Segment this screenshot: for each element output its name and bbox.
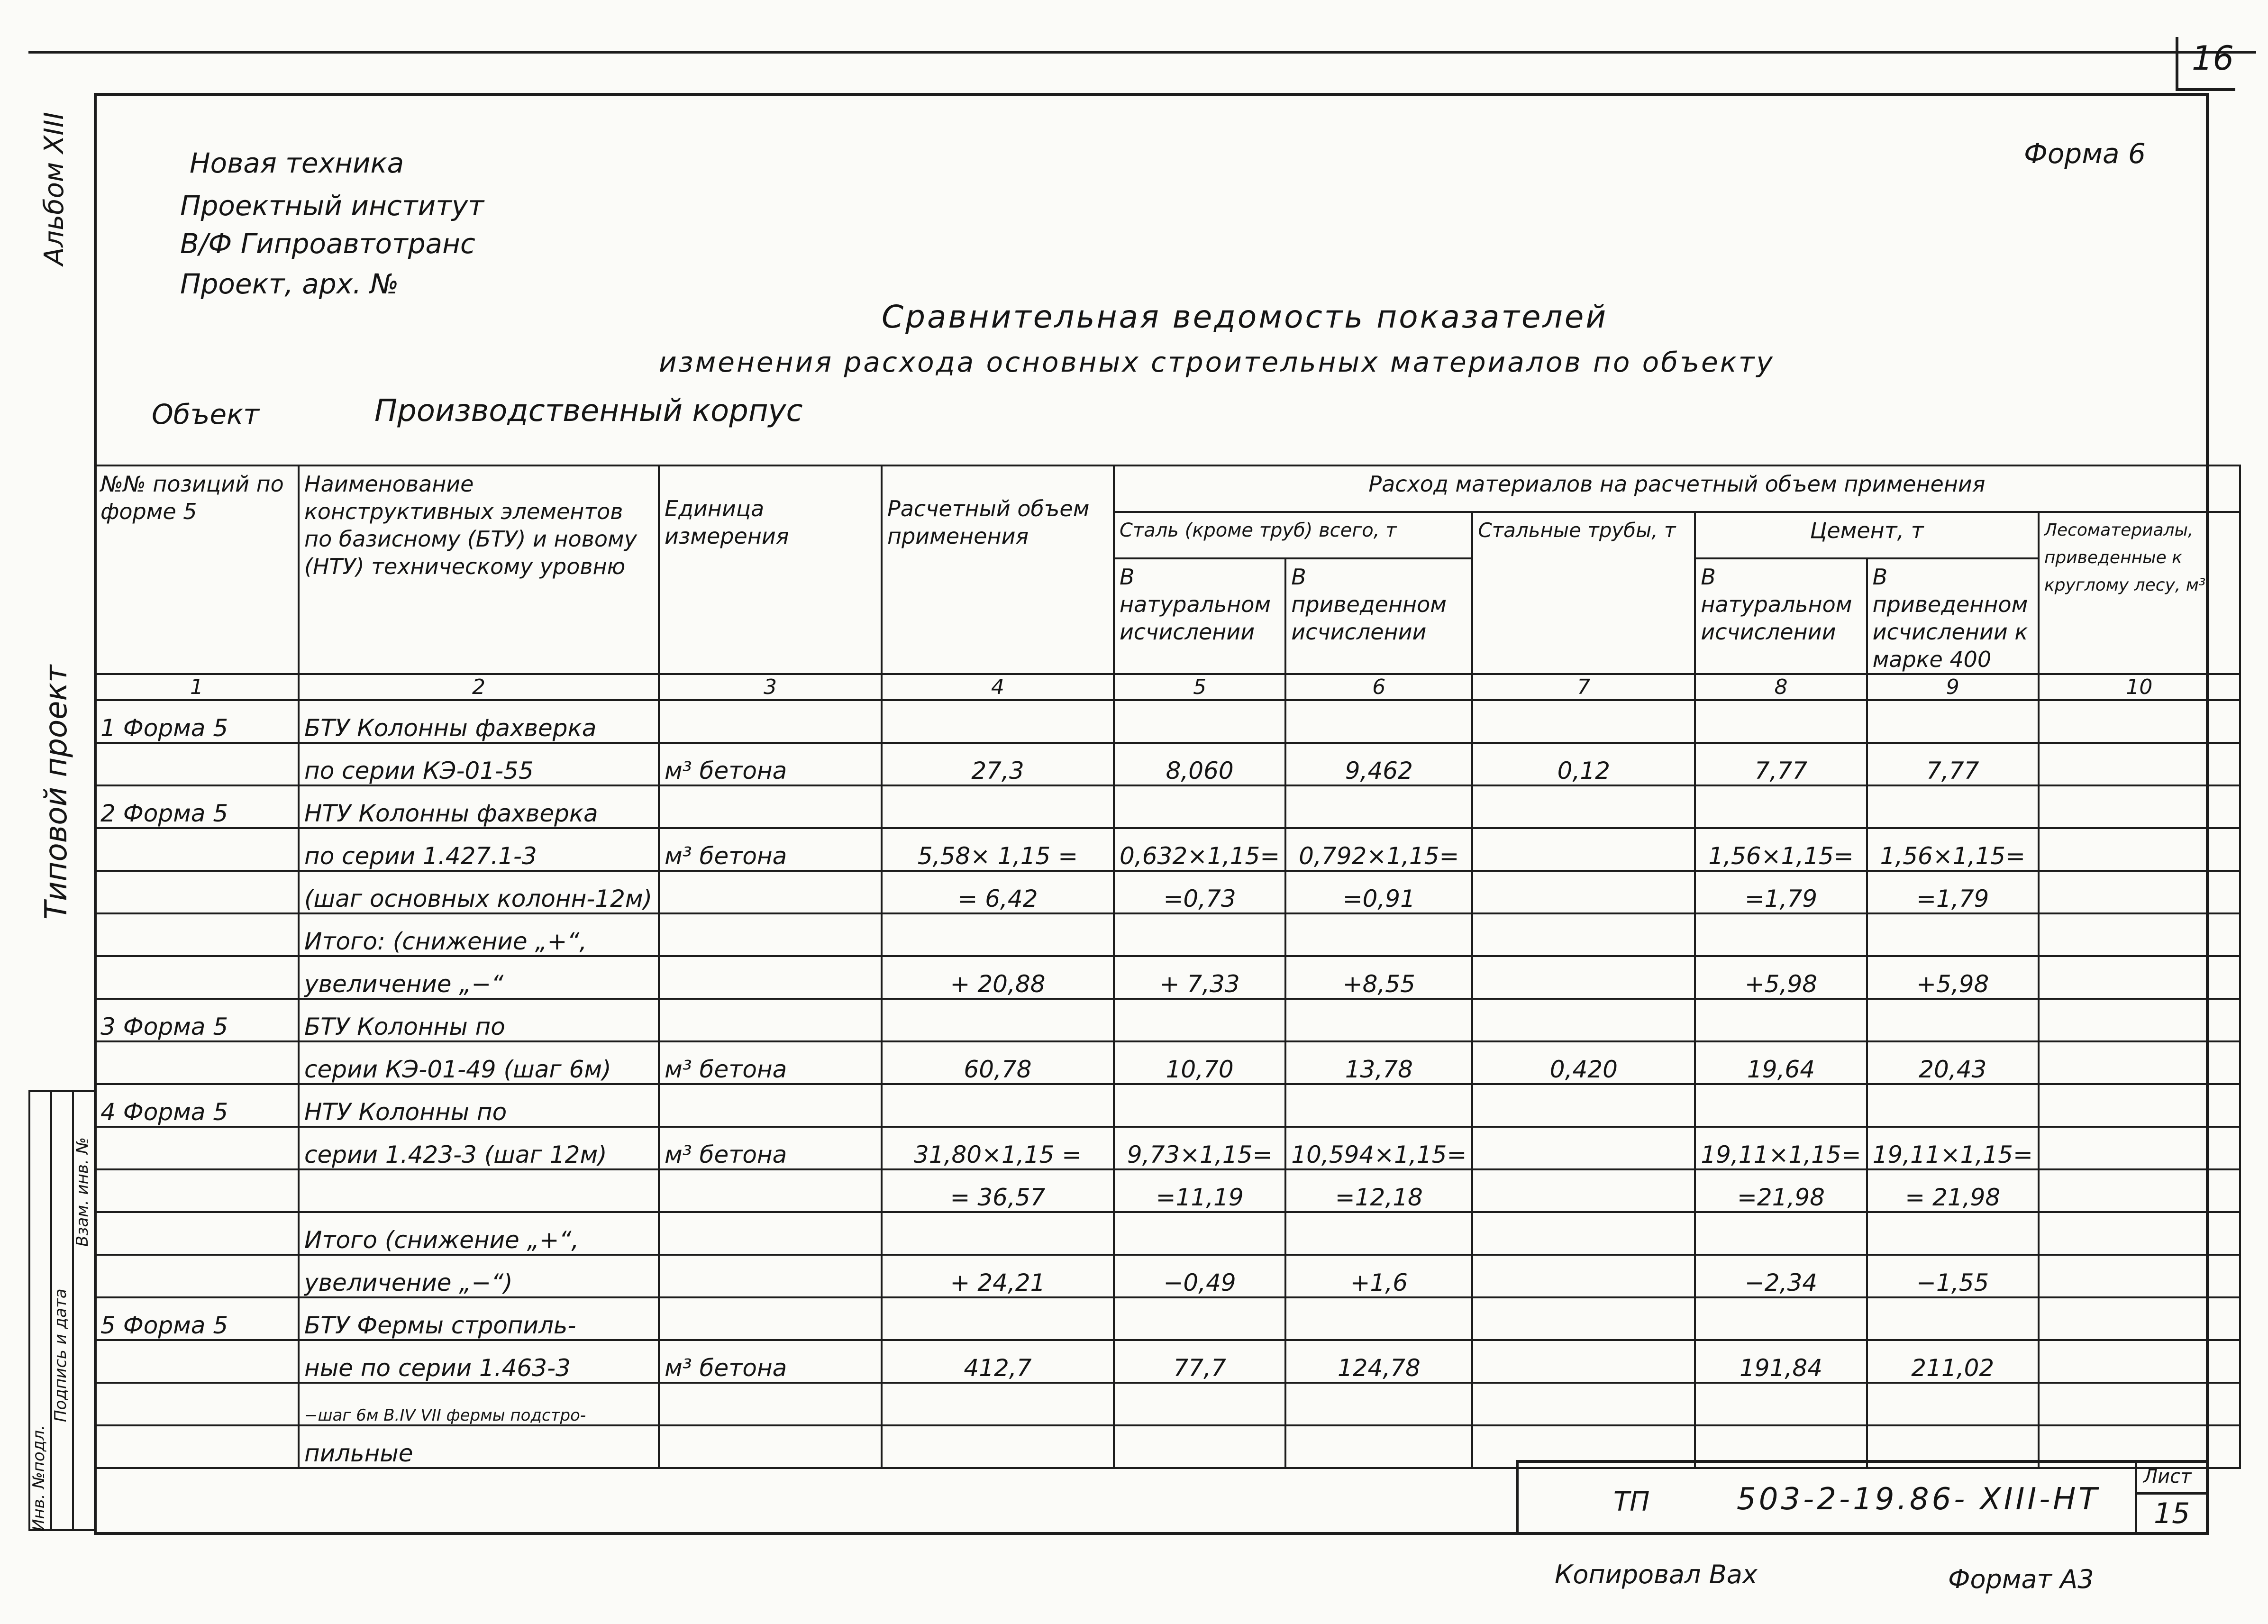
- table-cell: м³ бетона: [659, 1127, 882, 1169]
- table-cell: [1695, 700, 1867, 743]
- table-cell: [1114, 1383, 1285, 1425]
- table-cell: [1114, 1297, 1285, 1340]
- table-cell: [659, 1297, 882, 1340]
- table-cell: [659, 1383, 882, 1425]
- table-cell: 8,060: [1114, 743, 1285, 785]
- table-cell: [1867, 1383, 2039, 1425]
- table-cell: 19,11×1,15=: [1867, 1127, 2039, 1169]
- table-cell: [882, 700, 1114, 743]
- table-cell: [2039, 1255, 2240, 1297]
- table-cell: [659, 700, 882, 743]
- table-row: [95, 913, 2240, 956]
- col-header-pipes: Стальные трубы, т: [1472, 512, 1695, 674]
- table-cell: 7,77: [1867, 743, 2039, 785]
- table-cell: 0,632×1,15=: [1114, 828, 1285, 871]
- strip-label-1: Инв. №подл.: [29, 1425, 48, 1531]
- table-cell: [1285, 913, 1472, 956]
- page-number-box: [2176, 37, 2235, 91]
- table-cell: Итого (снижение „+“,: [299, 1212, 659, 1255]
- table-cell: =1,79: [1695, 871, 1867, 913]
- table-cell: 0,792×1,15=: [1285, 828, 1472, 871]
- table-cell: [1472, 1084, 1695, 1127]
- table-cell: [1285, 700, 1472, 743]
- table-cell: 19,64: [1695, 1041, 1867, 1084]
- table-cell: [2039, 1340, 2240, 1383]
- strip-label-2: Подпись и дата: [51, 1288, 70, 1422]
- table-cell: [1472, 1383, 1695, 1425]
- form-label: Форма 6: [2024, 137, 2146, 170]
- table-cell: [95, 913, 299, 956]
- table-cell: [1114, 700, 1285, 743]
- table-cell: 0,12: [1472, 743, 1695, 785]
- table-cell: 5 Форма 5: [95, 1297, 299, 1340]
- table-cell: = 21,98: [1867, 1169, 2039, 1212]
- sheet-format: Формат А3: [1948, 1564, 2094, 1594]
- table-cell: [1472, 1255, 1695, 1297]
- table-cell: 1,56×1,15=: [1867, 828, 2039, 871]
- table-cell: [95, 1383, 299, 1425]
- table-cell: [1285, 1425, 1472, 1468]
- table-cell: [1867, 1084, 2039, 1127]
- table-cell: 77,7: [1114, 1340, 1285, 1383]
- org-line-3: В/Ф Гипроавтотранс: [180, 228, 475, 260]
- table-cell: [1695, 1383, 1867, 1425]
- table-cell: 13,78: [1285, 1041, 1472, 1084]
- table-cell: 1,56×1,15=: [1695, 828, 1867, 871]
- table-cell: БТУ Фермы стропиль-: [299, 1297, 659, 1340]
- table-cell: [2039, 956, 2240, 999]
- object-label: Объект: [152, 398, 259, 430]
- table-cell: [95, 1169, 299, 1212]
- table-cell: [299, 1169, 659, 1212]
- table-cell: [882, 1084, 1114, 1127]
- col-header-group: Расход материалов на расчетный объем применения: [1114, 465, 2240, 512]
- org-line-1: Новая техника: [190, 147, 404, 179]
- table-cell: =0,91: [1285, 871, 1472, 913]
- table-cell: [2039, 1084, 2240, 1127]
- table-cell: [95, 956, 299, 999]
- table-cell: 10,594×1,15=: [1285, 1127, 1472, 1169]
- table-cell: [1114, 1425, 1285, 1468]
- table-cell: [1285, 999, 1472, 1041]
- table-cell: [1114, 999, 1285, 1041]
- album-label: Альбом XIII: [39, 112, 70, 265]
- table-row: [95, 828, 2240, 871]
- page-number: 16: [2192, 39, 2234, 78]
- table-cell: [1472, 700, 1695, 743]
- table-cell: 31,80×1,15 =: [882, 1127, 1114, 1169]
- table-cell: −0,49: [1114, 1255, 1285, 1297]
- table-cell: [2039, 785, 2240, 828]
- table-cell: 412,7: [882, 1340, 1114, 1383]
- table-row: [95, 1297, 2240, 1340]
- table-cell: [2039, 1041, 2240, 1084]
- table-cell: 211,02: [1867, 1340, 2039, 1383]
- table-cell: =21,98: [1695, 1169, 1867, 1212]
- col-header-steel-reduced: В приведенном исчислении: [1285, 558, 1472, 674]
- col-header-steel: Сталь (кроме труб) всего, т: [1114, 512, 1472, 558]
- table-cell: =0,73: [1114, 871, 1285, 913]
- table-cell: [1472, 1127, 1695, 1169]
- table-cell: [95, 1041, 299, 1084]
- table-cell: [882, 1297, 1114, 1340]
- table-cell: [2039, 828, 2240, 871]
- table-cell: [882, 913, 1114, 956]
- table-cell: [2039, 999, 2240, 1041]
- col-header-cement: Цемент, т: [1695, 512, 2039, 558]
- table-cell: =12,18: [1285, 1169, 1472, 1212]
- table-cell: серии КЭ-01-49 (шаг 6м): [299, 1041, 659, 1084]
- table-cell: +5,98: [1695, 956, 1867, 999]
- table-cell: [1472, 1212, 1695, 1255]
- table-cell: НТУ Колонны по: [299, 1084, 659, 1127]
- stamp-code: 503-2-19.86- XIII-НТ: [1737, 1482, 2100, 1517]
- table-cell: +5,98: [1867, 956, 2039, 999]
- table-cell: 2 Форма 5: [95, 785, 299, 828]
- table-cell: [882, 999, 1114, 1041]
- table-cell: 7,77: [1695, 743, 1867, 785]
- table-cell: (шаг основных колонн-12м): [299, 871, 659, 913]
- table-cell: [659, 999, 882, 1041]
- table-cell: + 20,88: [882, 956, 1114, 999]
- table-row: [95, 1255, 2240, 1297]
- col-header-cement-reduced: В приведенном исчислении к марке 400: [1867, 558, 2039, 674]
- col-header-unit: Единица измерения: [659, 465, 882, 674]
- table-cell: по серии 1.427.1-3: [299, 828, 659, 871]
- table-cell: [2039, 743, 2240, 785]
- table-cell: −шаг 6м B.IV VII фермы подстро-: [299, 1383, 659, 1425]
- table-cell: 124,78: [1285, 1340, 1472, 1383]
- table-cell: [659, 871, 882, 913]
- project-type-label: Типовой проект: [39, 665, 74, 920]
- table-cell: = 36,57: [882, 1169, 1114, 1212]
- table-cell: [1285, 1084, 1472, 1127]
- table-cell: [882, 1212, 1114, 1255]
- table-cell: Итого: (снижение „+“,: [299, 913, 659, 956]
- table-cell: 4 Форма 5: [95, 1084, 299, 1127]
- col-header-steel-natural: В натуральном исчислении: [1114, 558, 1285, 674]
- table-cell: [1285, 1212, 1472, 1255]
- stamp-sheet-number: 15: [2154, 1497, 2190, 1530]
- table-cell: −1,55: [1867, 1255, 2039, 1297]
- table-cell: [1472, 828, 1695, 871]
- col-header-timber: Лесоматериалы, приведенные к круглому лесу, м³: [2039, 512, 2240, 674]
- table-row: [95, 871, 2240, 913]
- table-cell: увеличение „−“): [299, 1255, 659, 1297]
- title-block-stamp: [1516, 1460, 2206, 1534]
- table-cell: серии 1.423-3 (шаг 12м): [299, 1127, 659, 1169]
- table-cell: 1 Форма 5: [95, 700, 299, 743]
- table-cell: [1867, 700, 2039, 743]
- table-cell: [1285, 1297, 1472, 1340]
- column-number-row: 1 2 3 4 5 6 7 8 9 10: [95, 674, 2240, 700]
- table-cell: 60,78: [882, 1041, 1114, 1084]
- table-cell: [1867, 785, 2039, 828]
- materials-table: [94, 465, 2241, 1469]
- table-cell: [659, 956, 882, 999]
- strip-label-3: Взам. инв. №: [73, 1137, 92, 1247]
- table-cell: [2039, 871, 2240, 913]
- table-cell: [659, 785, 882, 828]
- table-cell: [659, 1255, 882, 1297]
- table-cell: [882, 1383, 1114, 1425]
- table-cell: [1867, 1297, 2039, 1340]
- table-cell: [1472, 785, 1695, 828]
- table-row: [95, 956, 2240, 999]
- table-cell: [1472, 1297, 1695, 1340]
- stamp-sheet-label: Лист: [2143, 1466, 2192, 1487]
- table-cell: 0,420: [1472, 1041, 1695, 1084]
- table-cell: [95, 743, 299, 785]
- table-cell: [659, 1212, 882, 1255]
- table-body: [95, 700, 2240, 1468]
- table-cell: [1695, 785, 1867, 828]
- table-cell: увеличение „−“: [299, 956, 659, 999]
- table-cell: НТУ Колонны фахверка: [299, 785, 659, 828]
- table-cell: [659, 1169, 882, 1212]
- table-cell: 9,73×1,15=: [1114, 1127, 1285, 1169]
- col-header-cement-natural: В натуральном исчислении: [1695, 558, 1867, 674]
- table-cell: [2039, 1212, 2240, 1255]
- table-cell: 191,84: [1695, 1340, 1867, 1383]
- table-row: [95, 999, 2240, 1041]
- table-row: [95, 700, 2240, 743]
- col-header-position: №№ позиций по форме 5: [95, 465, 299, 674]
- table-cell: [882, 1425, 1114, 1468]
- table-cell: м³ бетона: [659, 743, 882, 785]
- stamp-prefix: ТП: [1613, 1487, 1650, 1517]
- title-line-1: Сравнительная ведомость показателей: [882, 299, 1608, 335]
- table-cell: [1472, 871, 1695, 913]
- left-signature-strip: [28, 1090, 94, 1531]
- table-cell: 9,462: [1285, 743, 1472, 785]
- table-cell: пильные: [299, 1425, 659, 1468]
- table-cell: + 24,21: [882, 1255, 1114, 1297]
- org-line-2: Проектный институт: [180, 190, 484, 222]
- table-cell: [2039, 1169, 2240, 1212]
- table-cell: −2,34: [1695, 1255, 1867, 1297]
- table-cell: [95, 871, 299, 913]
- copied-by: Копировал Вах: [1555, 1560, 1758, 1589]
- table-cell: [1472, 913, 1695, 956]
- table-cell: =1,79: [1867, 871, 2039, 913]
- table-cell: +1,6: [1285, 1255, 1472, 1297]
- table-row: [95, 1041, 2240, 1084]
- table-cell: [1867, 999, 2039, 1041]
- table-cell: [95, 1340, 299, 1383]
- table-cell: +8,55: [1285, 956, 1472, 999]
- top-border-line: [28, 51, 2256, 54]
- table-cell: м³ бетона: [659, 1340, 882, 1383]
- table-cell: БТУ Колонны по: [299, 999, 659, 1041]
- table-row: [95, 1127, 2240, 1169]
- table-cell: [1114, 913, 1285, 956]
- table-cell: 10,70: [1114, 1041, 1285, 1084]
- table-cell: [1695, 1297, 1867, 1340]
- table-cell: =11,19: [1114, 1169, 1285, 1212]
- org-line-4: Проект, арх. №: [180, 268, 399, 300]
- table-cell: [2039, 1127, 2240, 1169]
- table-row: [95, 1084, 2240, 1127]
- table-cell: [1114, 785, 1285, 828]
- table-row: [95, 1169, 2240, 1212]
- table-cell: м³ бетона: [659, 828, 882, 871]
- table-cell: [2039, 913, 2240, 956]
- table-cell: [1695, 913, 1867, 956]
- table-cell: [1867, 913, 2039, 956]
- table-cell: [95, 1255, 299, 1297]
- table-cell: [1285, 785, 1472, 828]
- table-row: [95, 1340, 2240, 1383]
- table-cell: [1472, 1340, 1695, 1383]
- table-row: [95, 1383, 2240, 1425]
- table-cell: [1472, 999, 1695, 1041]
- table-cell: [882, 785, 1114, 828]
- table-row: [95, 785, 2240, 828]
- table-cell: 27,3: [882, 743, 1114, 785]
- table-cell: [1867, 1212, 2039, 1255]
- table-cell: м³ бетона: [659, 1041, 882, 1084]
- table-cell: [1695, 1084, 1867, 1127]
- col-header-name: Наименование конструктивных элементов по базисному (БТУ) и новому (НТУ) техническому уровню: [299, 465, 659, 674]
- col-header-volume: Расчетный объем применения: [882, 465, 1114, 674]
- table-cell: [1472, 1169, 1695, 1212]
- object-value: Производственный корпус: [374, 393, 803, 429]
- table-cell: [2039, 1297, 2240, 1340]
- table-cell: по серии КЭ-01-55: [299, 743, 659, 785]
- table-cell: [2039, 700, 2240, 743]
- table-cell: [659, 1084, 882, 1127]
- table-cell: [1114, 1084, 1285, 1127]
- table-cell: [1285, 1383, 1472, 1425]
- table-cell: [95, 1212, 299, 1255]
- table-cell: [659, 1425, 882, 1468]
- table-cell: [95, 828, 299, 871]
- table-cell: 20,43: [1867, 1041, 2039, 1084]
- table-cell: [1472, 956, 1695, 999]
- table-cell: [1114, 1212, 1285, 1255]
- title-line-2: изменения расхода основных строительных материалов по объекту: [659, 346, 1775, 378]
- table-cell: [95, 1127, 299, 1169]
- table-cell: = 6,42: [882, 871, 1114, 913]
- table-cell: + 7,33: [1114, 956, 1285, 999]
- table-cell: [1695, 1212, 1867, 1255]
- table-cell: [95, 1425, 299, 1468]
- table-cell: [2039, 1383, 2240, 1425]
- table-cell: 5,58× 1,15 =: [882, 828, 1114, 871]
- table-cell: 19,11×1,15=: [1695, 1127, 1867, 1169]
- table-cell: [1695, 999, 1867, 1041]
- table-cell: 3 Форма 5: [95, 999, 299, 1041]
- table-cell: ные по серии 1.463-3: [299, 1340, 659, 1383]
- table-row: [95, 1212, 2240, 1255]
- table-row: [95, 743, 2240, 785]
- table-cell: [659, 913, 882, 956]
- table-cell: БТУ Колонны фахверка: [299, 700, 659, 743]
